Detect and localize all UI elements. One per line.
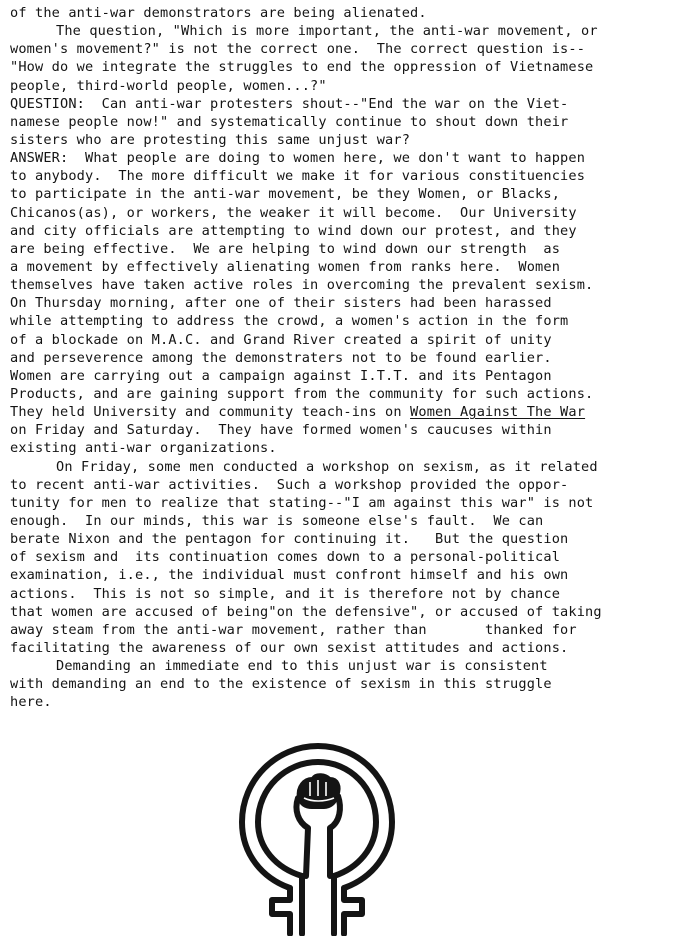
text-line: Demanding an immediate end to this unjust war is consistent (56, 658, 548, 675)
text-line: The question, "Which is more important, the anti-war movement, or (56, 23, 598, 40)
question-answer-section (10, 95, 694, 458)
question-line: QUESTION: Can anti-war protesters shout--"End the war on the Viet- (10, 95, 569, 112)
venus-cross-outer-right (344, 888, 362, 934)
text-line: with demanding an end to the existence of sexism in this struggle (10, 676, 552, 693)
text-line: of a blockade on M.A.C. and Grand River created a spirit of unity (10, 331, 552, 348)
text-line: people, third-world people, women...?" (10, 77, 327, 94)
emblem-graphic (232, 736, 404, 936)
text-line: here. (10, 694, 52, 711)
text-line: away steam from the anti-war movement, rather than thanked for (10, 621, 577, 638)
text-line: Women are carrying out a campaign against I.T.T. and its Pentagon (10, 367, 552, 384)
womens-liberation-fist-icon (232, 736, 404, 936)
text-line: sisters who are protesting this same unjust war? (10, 131, 411, 148)
paragraph-1 (10, 4, 694, 95)
text-line: existing anti-war organizations. (10, 440, 277, 457)
text-line: enough. In our minds, this war is someone else's fault. We can (10, 512, 544, 529)
text-line: to anybody. The more difficult we make it for various constituencies (10, 168, 586, 185)
paragraph-3 (10, 458, 694, 658)
text-line: examination, i.e., the individual must confront himself and his own (10, 567, 569, 584)
venus-outer-ring (242, 746, 392, 888)
text-line: women's movement?" is not the correct one. The correct question is-- (10, 41, 586, 58)
text-line (10, 403, 694, 421)
text-line: are being effective. We are helping to wind down our strength as (10, 240, 561, 257)
answer-line: ANSWER: What people are doing to women here, we don't want to happen (10, 150, 586, 167)
text-line: while attempting to address the crowd, a women's action in the form (10, 313, 569, 330)
text-line: of the anti-war demonstrators are being alienated. (10, 5, 427, 21)
text-line: facilitating the awareness of our own sexist attitudes and actions. (10, 639, 569, 656)
text-line: berate Nixon and the pentagon for continuing it. But the question (10, 531, 569, 548)
text-line: Chicanos(as), or workers, the weaker it will become. Our University (10, 204, 577, 221)
text-line: to recent anti-war activities. Such a workshop provided the oppor- (10, 476, 569, 493)
text-line: Products, and are gaining support from the community for such actions. (10, 385, 594, 402)
text-line: namese people now!" and systematically continue to shout down their (10, 113, 569, 130)
raised-arm-right (330, 796, 340, 876)
text-line: tunity for men to realize that stating--"I am against this war" is not (10, 494, 594, 511)
text-line: and city officials are attempting to wind down our protest, and they (10, 222, 577, 239)
text-line: themselves have taken active roles in overcoming the prevalent sexism. (10, 277, 594, 294)
text-span: They held University and community teach-ins on (10, 404, 411, 421)
text-line: that women are accused of being"on the defensive", or accused of taking (10, 603, 602, 620)
text-line: actions. This is not so simple, and it is therefore not by chance (10, 585, 561, 602)
venus-cross-outer (272, 888, 290, 934)
raised-arm (296, 798, 308, 876)
text-line: to participate in the anti-war movement, be they Women, or Blacks, (10, 186, 561, 203)
text-line: of sexism and its continuation comes down to a personal-political (10, 549, 561, 566)
text-line: On Thursday morning, after one of their sisters had been harassed (10, 295, 552, 312)
text-line: On Friday, some men conducted a workshop on sexism, as it related (56, 458, 598, 475)
text-line: "How do we integrate the struggles to end the oppression of Vietnamese (10, 59, 594, 76)
text-line: on Friday and Saturday. They have formed women's caucuses within (10, 422, 552, 439)
paragraph-4 (10, 657, 694, 711)
document-text (10, 4, 694, 711)
underlined-title: Women Against The War (410, 404, 586, 421)
text-line: and perseverence among the demonstraters not to be found earlier. (10, 349, 552, 366)
text-line: a movement by effectively alienating women from ranks here. Women (10, 258, 561, 275)
